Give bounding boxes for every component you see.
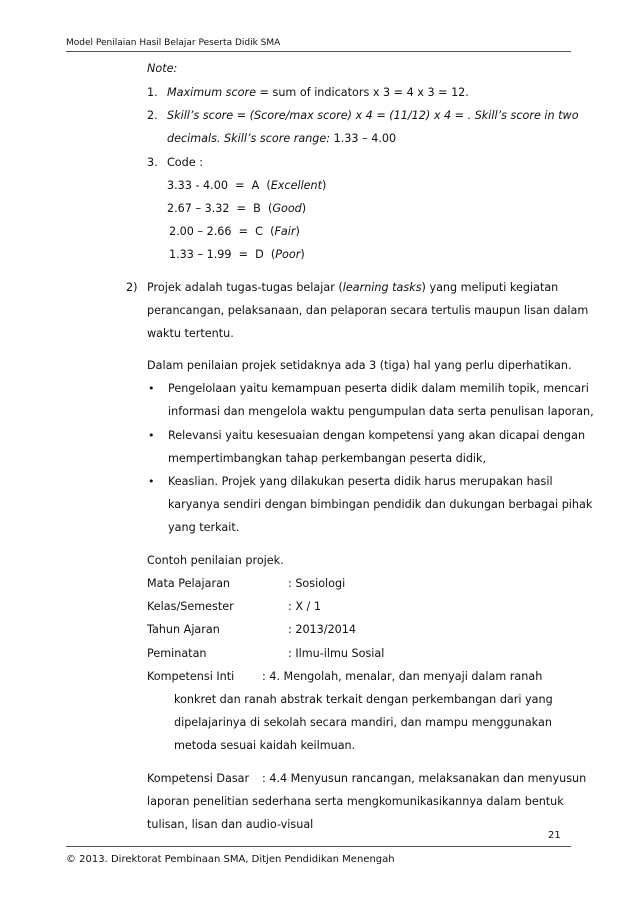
bullet-3-line-2: karyanya sendiri dengan bimbingan pendidik dan dukungan berbagai pihak: [168, 498, 593, 511]
field-label: Tahun Ajaran: [147, 623, 220, 636]
projek-line-1-a: Projek adalah tugas-tugas belajar (: [147, 281, 343, 294]
projek-line-2: perancangan, pelaksanaan, dan pelaporan secara tertulis maupun lisan dalam: [147, 304, 589, 317]
kd-label: Kompetensi Dasar: [147, 772, 250, 785]
ki-line-4: metoda sesuai kaidah keilmuan.: [174, 739, 356, 752]
footer-copyright: © 2013. Direktorat Pembinaan SMA, Ditjen Pendidikan Menengah: [66, 854, 395, 865]
code-range: 3.33 - 4.00: [167, 179, 228, 192]
field-label: Mata Pelajaran: [147, 577, 231, 590]
code-label: Good: [272, 202, 302, 215]
bullet-1-line-1: Pengelolaan yaitu kemampuan peserta didik dalam memilih topik, mencari: [168, 382, 589, 395]
ki-label: Kompetensi Inti: [147, 670, 235, 683]
ki-line-3: dipelajarinya di sekolah secara mandiri, dan mampu menggunakan: [174, 716, 552, 729]
code-range: 2.67 – 3.32: [167, 202, 230, 215]
projek-line-1-text: [147, 281, 558, 295]
code-row: 2.67 – 3.32 = B (Good): [167, 202, 307, 215]
max-score-text: = sum of indicators x 3 = 4 x 3 = 12.: [256, 86, 469, 99]
field-value: : X / 1: [288, 600, 321, 613]
code-row: 1.33 – 1.99 = D (Poor): [169, 248, 305, 261]
footer-rule: [66, 846, 571, 847]
kd-line-1: : 4.4 Menyusun rancangan, melaksanakan dan menyusun: [262, 772, 587, 785]
projek-line-3: waktu tertentu.: [147, 327, 234, 340]
header-rule: [66, 51, 571, 52]
bullet-2-line-1: Relevansi yaitu kesesuaian dengan kompetensi yang akan dicapai dengan: [168, 429, 586, 442]
code-row: 2.00 – 2.66 = C (Fair): [169, 225, 300, 238]
code-range: 1.33 – 1.99: [169, 248, 232, 261]
field-value: : Ilmu-ilmu Sosial: [288, 647, 385, 660]
note-heading: Note:: [147, 62, 178, 75]
max-score-label: Maximum score: [167, 86, 256, 99]
code-eq: =: [236, 202, 247, 215]
code-grade: B: [253, 202, 261, 215]
bullet-icon: •: [148, 475, 155, 488]
learning-tasks-term: learning tasks: [342, 281, 422, 294]
contoh-title: Contoh penilaian projek.: [147, 554, 284, 567]
note-item-num: 3.: [147, 156, 158, 169]
bullet-icon: •: [148, 382, 155, 395]
code-eq: =: [235, 179, 245, 192]
projek-intro: Dalam penilaian projek setidaknya ada 3 (tiga) hal yang perlu diperhatikan.: [147, 359, 572, 372]
bullet-3-line-3: yang terkait.: [168, 521, 240, 534]
kd-line-2: laporan penelitian sederhana serta mengkomunikasikannya dalam bentuk: [147, 795, 564, 808]
bullet-2-line-2: mempertimbangkan tahap perkembangan peserta didik,: [168, 452, 487, 465]
code-label: Excellent: [270, 179, 323, 192]
skill-score-range-label: decimals. Skill’s score range:: [167, 132, 331, 145]
code-grade: C: [255, 225, 263, 238]
code-grade: D: [255, 248, 264, 261]
code-label: Fair: [274, 225, 296, 238]
code-grade: A: [251, 179, 260, 192]
code-eq: =: [238, 225, 249, 238]
code-range: 2.00 – 2.66: [169, 225, 232, 238]
field-value: : Sosiologi: [288, 577, 346, 590]
code-label: Poor: [275, 248, 301, 261]
bullet-3-line-1: Keaslian. Projek yang dilakukan peserta didik harus merupakan hasil: [168, 475, 553, 488]
page-number: 21: [548, 830, 561, 841]
skill-score-range: 1.33 – 4.00: [330, 132, 397, 145]
field-value: : 2013/2014: [288, 623, 357, 636]
note-item-1: [167, 86, 469, 100]
code-heading: Code :: [167, 156, 203, 169]
skill-score-line1: Skill’s score = (Score/max score) x 4 = (11/12) x 4 = . Skill’s score in two: [167, 109, 579, 122]
projek-line-1: [147, 281, 571, 295]
code-row: 3.33 - 4.00 = A (Excellent): [167, 179, 327, 192]
ki-line-1: : 4. Mengolah, menalar, dan menyaji dalam ranah: [262, 670, 543, 683]
projek-line-1-b: ) yang meliputi kegiatan: [421, 281, 559, 294]
kd-line-3: tulisan, lisan dan audio-visual: [147, 818, 314, 831]
bullet-icon: •: [148, 429, 155, 442]
code-eq: =: [238, 248, 249, 261]
bullet-1-line-2: informasi dan mengelola waktu pengumpulan data serta penulisan laporan,: [168, 405, 594, 418]
projek-number: 2): [126, 281, 138, 294]
running-header: Model Penilaian Hasil Belajar Peserta Didik SMA: [66, 38, 281, 48]
skill-score-line2: [167, 132, 396, 146]
field-label: Peminatan: [147, 647, 207, 660]
ki-line-2: konkret dan ranah abstrak terkait dengan perkembangan dari yang: [174, 693, 553, 706]
note-item-num: 2.: [147, 109, 158, 122]
note-item-num: 1.: [147, 86, 158, 99]
field-label: Kelas/Semester: [147, 600, 234, 613]
